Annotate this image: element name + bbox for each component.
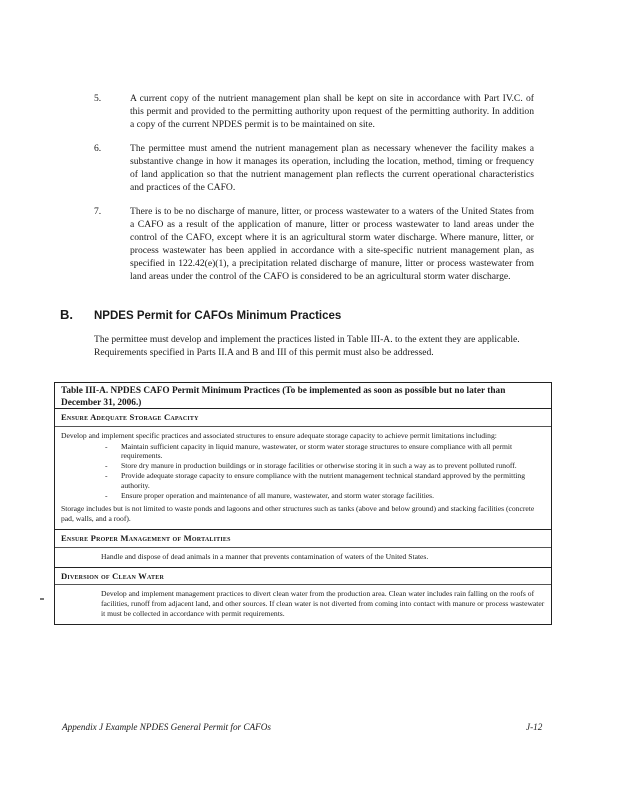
list-item-5 [94,92,534,131]
table-section-storage [55,409,551,530]
table-section-text: Develop and implement management practices to divert clean water from the production area. Clean water includes rain falling on the roofs of facilities, runoff from adjacent land, and other sources. If clean water is not diverted from coming into contact with manure or process wastewater it must be collected in accordance with permit requirements. [101,589,545,618]
table-section-text: Handle and dispose of dead animals in a manner that prevents contamination of waters of the United States. [101,551,429,561]
section-heading [60,307,540,322]
table-title: Table III-A. NPDES CAFO Permit Minimum Practices (To be implemented as soon as possible but no later than December 31, 2006.) [55,383,551,409]
margin-mark [40,598,44,600]
bullet-item: - Store dry manure in production buildings or in storage facilities or otherwise storing it in such a way as to prevent polluted runoff. [105,461,545,471]
bullet-list [105,442,545,501]
footer-title: Appendix J Example NPDES General Permit for CAFOs [62,722,271,732]
section-intro: The permittee must develop and implement the practices listed in Table III-A. to the extent they are applicable. Requirements specified in Parts II.A and B and III of this permit must also be addressed. [94,334,520,358]
item-text: There is to be no discharge of manure, litter, or process wastewater to a waters of the United States from a CAFO as a result of the application of manure, litter or process wastewater to land areas under the control of the CAFO, except where it is an agricultural storm water discharge. Where manure, litter, or process wastewater has been applied in accordance with a site-specific nutrient management plan, as specified in 122.42(e)(1), a precipitation related discharge of manure, litter or process wastewater from land areas under the control of the CAFO is considered to be an agricultural storm water discharge. [130,206,534,282]
section-title: NPDES Permit for CAFOs Minimum Practices [94,310,342,322]
table-section-mortalities [55,530,551,568]
table-section-text: Develop and implement specific practices and associated structures to ensure adequate storage capacity to achieve permit limitations including: [61,430,497,440]
table-section-note: Storage includes but is not limited to waste ponds and lagoons and other structures such as tanks (above and below ground) and stacking facilities (concrete pad, walls, and a roof). [61,504,535,524]
table-section-heading: Ensure Proper Management of Mortalities [55,534,551,548]
item-text: A current copy of the nutrient management plan shall be kept on site in accordance with Part IV.C. of this permit and provided to the permitting authority upon request of the permitting authority. In addition a copy of the current NPDES permit is to be maintained on site. [130,93,534,130]
bullet-item: - Maintain sufficient capacity in liquid manure, wastewater, or storm water storage structures to ensure compliance with all permit requirements. [105,442,545,462]
page-number: J-12 [526,722,543,732]
bullet-item: - Ensure proper operation and maintenance of all manure, wastewater, and storm water storage facilities. [105,491,545,501]
table-section-clean-water [55,568,551,624]
list-item-6 [94,142,534,194]
item-number: 5. [94,93,102,104]
item-text: The permittee must amend the nutrient management plan as necessary whenever the facility makes a substantive change in how it manages its operation, including the location, method, timing or frequency of land application so that the nutrient management plan reflects the current operational characteristics and practices of the CAFO. [130,143,534,193]
list-item-7 [94,205,534,283]
bullet-item: - Provide adequate storage capacity to ensure compliance with the nutrient management technical standard approved by the permitting authority. [105,471,545,491]
item-number: 7. [94,206,102,217]
table-section-heading: Diversion of Clean Water [55,572,551,586]
table-section-heading: Ensure Adequate Storage Capacity [55,413,551,427]
minimum-practices-table [54,382,552,625]
item-number: 6. [94,143,102,154]
section-letter: B. [60,307,73,322]
